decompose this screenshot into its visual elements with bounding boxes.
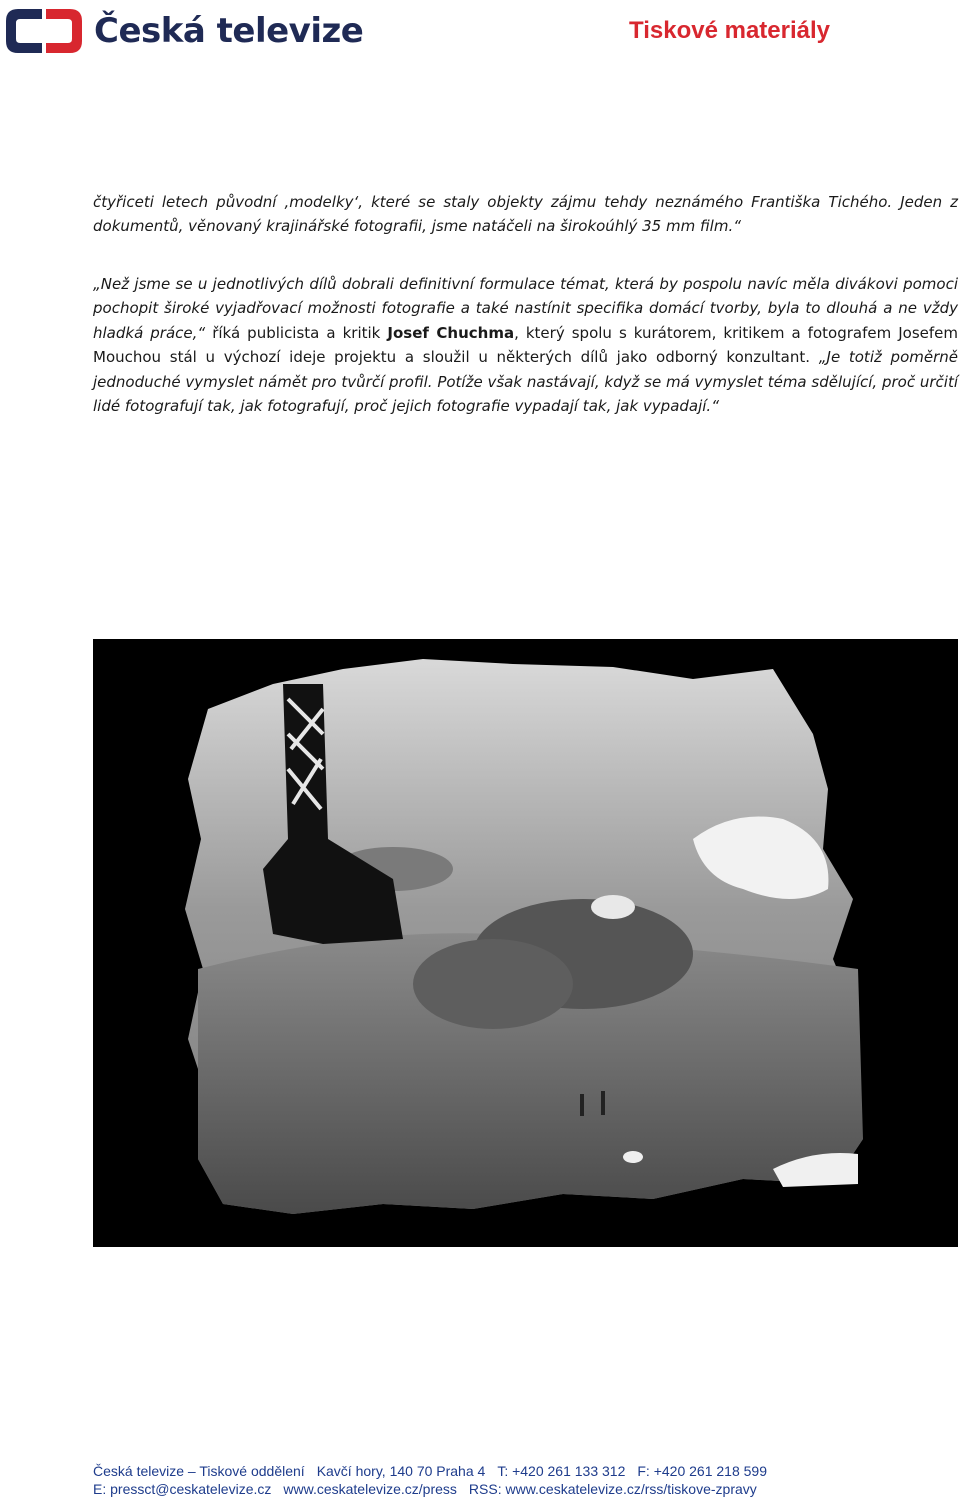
body-text: říká publicista a kritik <box>205 323 388 342</box>
person-name: Josef Chuchma <box>387 323 515 342</box>
footer-fax: F: +420 261 218 599 <box>637 1463 767 1479</box>
paragraph-2 <box>93 272 958 418</box>
section-title: Tiskové materiály <box>628 17 830 44</box>
photo-icon <box>93 639 958 1247</box>
footer-line-1 <box>93 1462 779 1480</box>
footer-email-link[interactable]: E: pressct@ceskatelevize.cz <box>93 1481 272 1497</box>
footer-line-2 <box>93 1480 779 1498</box>
brand-logo <box>4 6 363 56</box>
quote-text: „Než jsme se u jednotlivých dílů dobrali definitivní formulace témat, která by pospolu navíc měla divákovi pomoci pochopit široké vyjadřovací možnosti fotografie a také nastínit specifika domácí tvorby, byla to dlouhá a ne vždy hladká práce,“ <box>93 275 958 342</box>
footer-rss-link[interactable]: RSS: www.ceskatelevize.cz/rss/tiskove-zpravy <box>468 1481 757 1497</box>
ct-logo-icon <box>4 7 84 55</box>
footer-web-link[interactable]: www.ceskatelevize.cz/press <box>283 1481 457 1497</box>
body-text: , který spolu s kurátorem, kritikem a fotografem Josefem Mouchou stál u výchozí ideje projektu a sloužil u některých dílů jako odborný konzultant. <box>93 323 958 367</box>
footer-phone: T: +420 261 133 312 <box>497 1463 626 1479</box>
brand-name: Česká televize <box>94 11 364 51</box>
quote-text: čtyřiceti letech původní ‚modelky‘, které se staly objekty zájmu tehdy neznámého Františka Tichého. Jeden z dokumentů, věnovaný krajinářské fotografii, jsme natáčeli na širokoúhlý 35 mm film.“ <box>93 193 958 236</box>
footer <box>93 1462 779 1498</box>
quote-text: „Je totiž poměrně jednoduché vymyslet námět pro tvůrčí profil. Potíže však nastávají, když se má vymyslet téma sdělující, proč určití lidé fotografují tak, jak fotografují, proč jejich fotografie vypadají tak, jak vypadají.“ <box>93 348 958 416</box>
footer-address: Kavčí hory, 140 70 Praha 4 <box>316 1463 486 1479</box>
photo-landscape <box>93 639 958 1247</box>
paragraph-1 <box>93 190 958 239</box>
footer-org: Česká televize – Tiskové oddělení <box>93 1463 305 1479</box>
